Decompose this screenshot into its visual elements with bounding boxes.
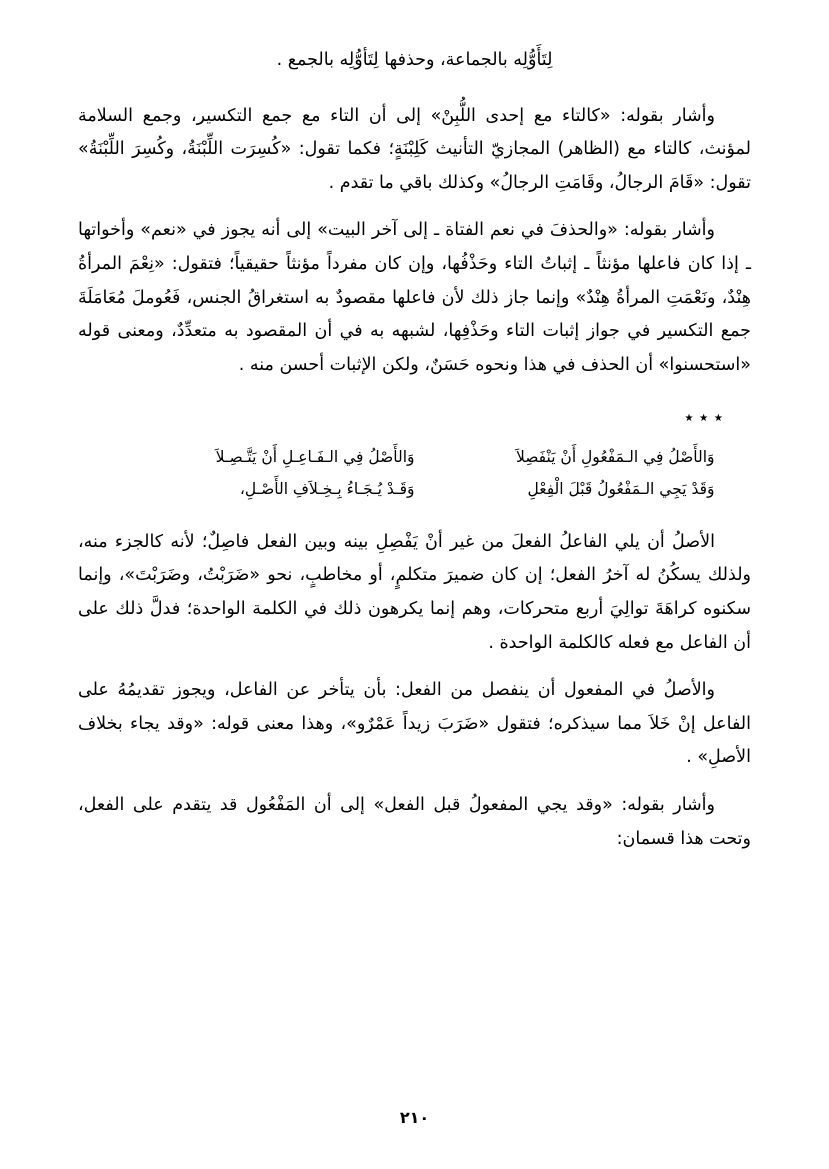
verse-hemistich-right: وَقَـدْ يُـجَـاءُ بِـخِـلاَفِ الأَصْـلِ، — [239, 480, 415, 499]
verse-hemistich-left: وَقَدْ يَجِي الـمَفْعُولُ قَبْلَ الْفِعْلِ — [527, 480, 715, 499]
paragraph-continuation: لِتَأَوُّلِه بالجماعة، وحذفها لِتَأوُّلِه بالجمع . — [276, 50, 553, 70]
verse-line — [78, 474, 751, 506]
verse-hemistich-left: وَالأَصْلُ فِي الـمَفْعُولِ أَنْ يَنْفَصِلاَ — [515, 448, 715, 467]
verse-hemistich-right: وَالأَصْلُ فِي الـفَـاعِـلِ أَنْ يَتَّـصِـلاَ — [215, 448, 415, 467]
paragraph-body: الأصلُ أن يلي الفاعلُ الفعلَ من غير أنْ يَفْصِلِ بينه وبين الفعل فاصِلٌ؛ لأنه كالجزء منه، ولذلك يسكُنُ له آخرُ الفعل؛ إن كان ضميرَ متكلمٍ، أو مخاطبٍ، نحو «ضَرَبْتُ، وضَرَبْتَ»، وإنما سكنوه كراهَةَ توالِيَ أربع متحركات، وهم إنما يكرهون ذلك في الكلمة الواحدة؛ فدلَّ ذلك على أن الفاعل مع فعله كالكلمة الواحدة . — [78, 531, 751, 653]
section-separator: ٭ ٭ ٭ — [684, 408, 723, 429]
paragraph-body: والأصلُ في المفعول أن ينفصل من الفعل: بأن يتأخر عن الفاعل، ويجوز تقديمُهُ على الفاعل إنْ خَلاَ مما سيذكره؛ فتقول «ضَرَبَ زيداً عَمْرٌو»، وهذا معنى قوله: «وقد يجاء بخلاف الأصلِ» . — [78, 680, 751, 768]
paragraph-body: وأشار بقوله: «وقد يجي المفعولُ قبل الفعل» إلى أن المَفْعُول قد يتقدم على الفعل، وتحت هذا قسمان: — [78, 795, 751, 849]
page-number: ٢١٠ — [399, 1108, 430, 1127]
page-content — [78, 44, 751, 856]
paragraph-body: وأشار بقوله: «كالتاء مع إحدى اللُّبِنْ» إلى أن التاء مع جمع التكسير، وجمع السلامة لمؤنث، كالتاء مع (الظاهر) المجازيّ التأنيث كَلِبْنَةٍ؛ فكما تقول: «كُسِرَت اللِّبْنَةُ، وكُسِرَ اللِّبْنَةُ» تقول: «قَامَ الرجالُ، وقَامَتِ الرجالُ» وكذلك باقي ما تقدم . — [78, 105, 751, 193]
poetry-block — [78, 442, 751, 506]
paragraph-body: وأشار بقوله: «والحذفَ في نعم الفتاة ـ إلى آخر البيت» إلى أنه يجوز في «نعم» وأخواتها ـ إذا كان فاعلها مؤنثاً ـ إثباتُ التاء وحَذْفُها، وإن كان مفرداً مؤنثاً حقيقياً؛ فتقول: «نِعْمَ المرأةُ هِنْدٌ، ونَعْمَتِ المرأةُ هِنْدٌ» وإنما جاز ذلك لأن فاعلها مقصودٌ به استغراقُ الجنس، فَعُوملَ مُعَامَلَةَ جمع التكسير في جواز إثبات التاء وحَذْفِها، لشبهه به في أن المقصود به متعدِّدٌ، ومعنى قوله «استحسنوا» أن الحذف في هذا ونحوه حَسَنٌ، ولكن الإثبات أحسن منه . — [78, 220, 751, 375]
verse-line — [78, 442, 751, 474]
